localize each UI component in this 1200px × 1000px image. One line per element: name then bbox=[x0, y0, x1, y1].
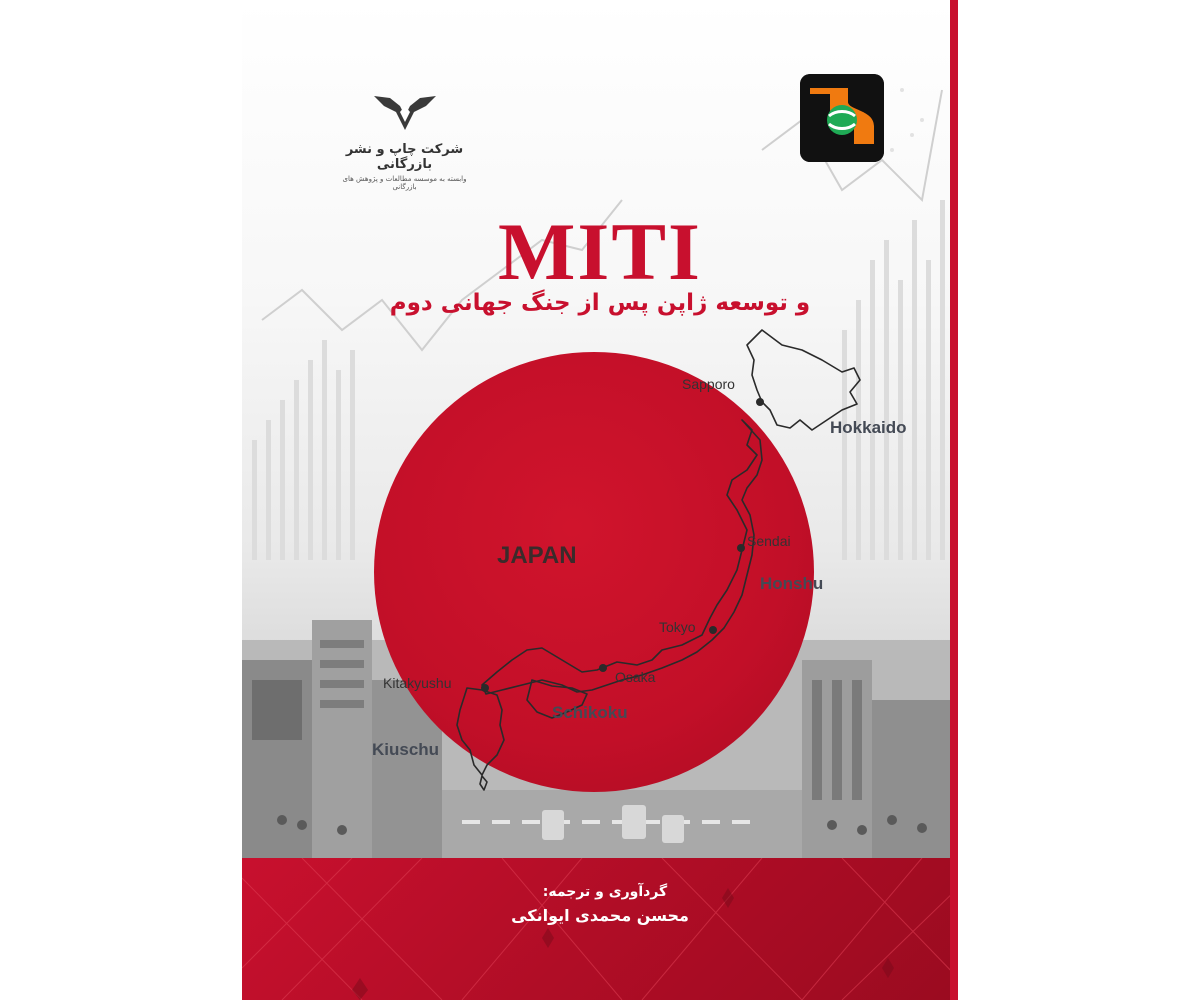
footer-geometric-pattern bbox=[242, 858, 958, 1000]
kyushu-outline bbox=[457, 688, 504, 775]
book-cover bbox=[242, 0, 958, 1000]
kitakyushu-dot bbox=[481, 684, 489, 692]
map-label-tokyo: Tokyo bbox=[659, 619, 696, 635]
publisher-emblem-icon bbox=[370, 92, 440, 132]
book-subtitle: و توسعه ژاپن پس از جنگ جهانی دوم bbox=[389, 290, 811, 316]
iron-ore-company-logo bbox=[800, 74, 884, 162]
map-label-kiuschu: Kiuschu bbox=[372, 740, 440, 759]
cover-footer bbox=[242, 858, 958, 1000]
osaka-dot bbox=[599, 664, 607, 672]
sendai-dot bbox=[737, 544, 745, 552]
translator-name: محسن محمدی ایوانکی bbox=[511, 906, 689, 925]
map-label-hokkaido: Hokkaido bbox=[830, 418, 907, 437]
map-label-sendai: Sendai bbox=[747, 533, 791, 549]
map-label-sapporo: Sapporo bbox=[682, 376, 735, 392]
map-label-osaka: Osaka bbox=[615, 669, 656, 685]
publisher-logo bbox=[332, 92, 477, 191]
sapporo-dot bbox=[756, 398, 764, 406]
tokyo-dot bbox=[709, 626, 717, 634]
hokkaido-outline bbox=[747, 330, 860, 430]
publisher-affiliation: وابسته به موسسه مطالعات و پژوهش های بازرگانی bbox=[342, 175, 467, 191]
map-label-country: JAPAN bbox=[497, 542, 577, 569]
book-title: MITI bbox=[498, 206, 702, 297]
map-label-schikoku: Schikoku bbox=[552, 703, 628, 722]
credits-label: گردآوری و ترجمه: bbox=[542, 884, 668, 900]
map-label-kitakyushu: Kitakyushu bbox=[383, 675, 452, 691]
red-spine-stripe bbox=[950, 0, 958, 1000]
map-label-honshu: Honshu bbox=[760, 574, 824, 593]
iron-ore-emblem-icon bbox=[800, 74, 884, 162]
publisher-name: شرکت چاپ و نشر بازرگانی bbox=[345, 142, 464, 172]
